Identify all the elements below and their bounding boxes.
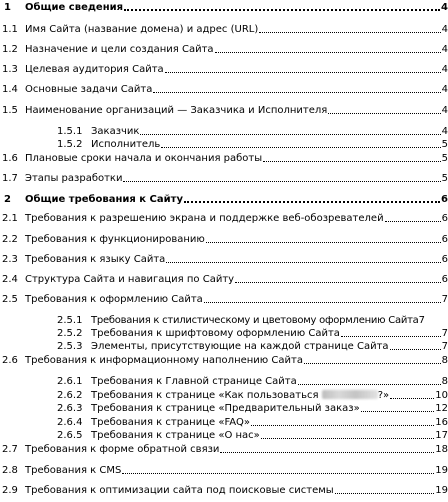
toc-leader	[123, 181, 440, 182]
toc-page: 6	[441, 274, 448, 285]
toc-title: Требования к странице «FAQ»	[91, 417, 250, 428]
toc-leader	[122, 473, 434, 474]
toc-leader	[220, 452, 434, 453]
toc-number: 2.3	[2, 254, 18, 265]
toc-number: 1.5.2	[57, 139, 83, 150]
toc-leader	[263, 161, 440, 162]
toc-leader	[215, 52, 441, 53]
toc-page: 4	[441, 24, 448, 35]
toc-leader	[304, 363, 441, 364]
toc-title: Заказчик	[91, 126, 140, 137]
toc-entry[interactable]	[0, 104, 448, 117]
toc-page: 7	[418, 315, 425, 326]
toc-entry[interactable]	[0, 273, 448, 286]
toc-number: 2.6.5	[57, 430, 83, 441]
toc-page: 4	[441, 105, 448, 116]
toc-number: 2.6.3	[57, 403, 83, 414]
toc-entry[interactable]	[0, 253, 448, 266]
toc-page: 17	[435, 430, 448, 441]
toc-leader	[140, 134, 440, 135]
toc-title: Требования к странице «Предварительный заказ»	[91, 403, 360, 414]
toc-title: Требования к стилистическому и цветовому оформлению Сайта	[91, 315, 419, 326]
toc-entry[interactable]	[0, 402, 448, 415]
toc-number: 2.6.1	[57, 376, 83, 387]
toc-title: Требования к функционированию	[25, 234, 205, 245]
toc-number: 1.5.1	[57, 126, 83, 137]
toc-entry[interactable]	[0, 484, 448, 497]
toc-number: 1.3	[2, 64, 18, 75]
toc-page: 7	[441, 341, 448, 352]
toc-title: Требования к Главной странице Сайта	[91, 376, 297, 387]
toc-number: 2.5.2	[57, 328, 83, 339]
toc-leader	[124, 9, 440, 11]
toc-leader	[165, 72, 441, 73]
toc-page: 12	[435, 403, 448, 414]
toc-entry[interactable]	[0, 212, 448, 225]
toc-page: 5	[441, 173, 448, 184]
toc-leader	[259, 32, 440, 33]
toc-page: 18	[435, 444, 448, 455]
toc-title: Общие требования к Сайту	[25, 194, 183, 205]
toc-entry[interactable]	[0, 172, 448, 185]
toc-entry[interactable]	[0, 314, 448, 327]
toc-entry[interactable]	[0, 340, 448, 353]
toc-page: 7	[441, 294, 448, 305]
toc-title: Требования к странице «О нас»	[91, 430, 260, 441]
toc-leader	[298, 384, 441, 385]
toc-number: 2.6.4	[57, 417, 83, 428]
toc-number: 1.7	[2, 173, 18, 184]
toc-entry[interactable]	[0, 193, 448, 206]
toc-entry[interactable]	[0, 443, 448, 456]
toc-entry[interactable]	[0, 233, 448, 246]
toc-entry[interactable]	[0, 23, 448, 36]
toc-number: 2.5	[2, 294, 18, 305]
toc-entry[interactable]	[0, 293, 448, 306]
toc-leader	[166, 262, 440, 263]
toc-number: 1.4	[2, 84, 18, 95]
toc-entry[interactable]	[0, 389, 448, 402]
toc-entry[interactable]	[0, 152, 448, 165]
toc-page: 7	[441, 328, 448, 339]
toc-title: Структура Сайта и навигация по Сайту	[25, 274, 235, 285]
toc-entry[interactable]	[0, 375, 448, 388]
toc-page: 6	[441, 194, 448, 205]
toc-title: Требования к форме обратной связи	[25, 444, 220, 455]
toc-title: Имя Сайта (название домена) и адрес (URL)	[25, 24, 259, 35]
toc-entry[interactable]	[0, 63, 448, 76]
toc-page: 10	[435, 390, 448, 401]
toc-entry[interactable]	[0, 429, 448, 442]
toc-leader	[235, 282, 441, 283]
toc-number: 2.4	[2, 274, 18, 285]
toc-title: Этапы разработки	[25, 173, 123, 184]
toc-title: Требования к информационному наполнению Сайта	[25, 355, 303, 366]
toc-leader	[161, 147, 440, 148]
toc-number: 2.6.2	[57, 390, 83, 401]
toc-entry[interactable]	[0, 354, 448, 367]
toc-entry[interactable]	[0, 83, 448, 96]
toc-page: 19	[435, 465, 448, 476]
toc-number: 1.1	[2, 24, 18, 35]
toc-title-part: ?»	[377, 390, 390, 401]
toc-number: 2.9	[2, 485, 18, 496]
toc-title	[91, 390, 389, 402]
toc-page: 4	[441, 84, 448, 95]
toc-number: 2	[4, 194, 11, 205]
toc-number: 2.5.3	[57, 341, 83, 352]
toc-leader	[335, 493, 435, 494]
toc-page: 5	[441, 139, 448, 150]
toc-number: 1.5	[2, 105, 18, 116]
toc-leader	[251, 425, 434, 426]
toc-title: Требования к CMS	[25, 465, 122, 476]
toc-leader	[204, 302, 441, 303]
toc-leader	[261, 438, 434, 439]
toc-leader	[153, 92, 440, 93]
toc-title: Назначение и цели создания Сайта	[25, 44, 214, 55]
toc-page: 4	[441, 44, 448, 55]
toc-title: Плановые сроки начала и окончания работы	[25, 153, 263, 164]
toc-leader	[390, 349, 441, 350]
toc-entry[interactable]	[0, 1, 448, 14]
toc-title-part: Требования к странице «Как пользоваться	[91, 390, 319, 401]
toc-title: Требования к оформлению Сайта	[25, 294, 203, 305]
toc-page: 4	[441, 64, 448, 75]
toc-entry[interactable]	[0, 138, 448, 151]
toc-title: Общие сведения	[25, 2, 124, 13]
toc-page: 4	[441, 2, 448, 13]
toc-entry[interactable]	[0, 125, 448, 138]
toc-title: Требования к языку Сайта	[25, 254, 166, 265]
toc-number: 1	[4, 2, 11, 13]
toc-entry[interactable]	[0, 416, 448, 429]
toc-number: 2.8	[2, 465, 18, 476]
toc-page: 5	[441, 153, 448, 164]
toc-page: 6	[441, 254, 448, 265]
toc-leader	[206, 242, 441, 243]
toc-page: 8	[441, 376, 448, 387]
toc-page: 8	[441, 355, 448, 366]
toc-entry[interactable]	[0, 327, 448, 340]
toc-number: 2.2	[2, 234, 18, 245]
toc-leader	[385, 221, 441, 222]
toc-page: 4	[441, 126, 448, 137]
redacted-name	[322, 390, 378, 399]
toc-entry[interactable]	[0, 464, 448, 477]
toc-entry[interactable]	[0, 43, 448, 56]
toc-number: 1.2	[2, 44, 18, 55]
toc-title: Требования к оптимизации сайта под поисковые системы	[25, 485, 334, 496]
toc-title: Исполнитель	[91, 139, 161, 150]
toc-title: Элементы, присутствующие на каждой странице Сайта	[91, 341, 389, 352]
toc-page: 6	[441, 213, 448, 224]
toc-number: 2.7	[2, 444, 18, 455]
toc-title: Требования к шрифтовому оформлению Сайта	[91, 328, 340, 339]
toc-number: 1.6	[2, 153, 18, 164]
toc-title: Наименование организаций — Заказчика и Исполнителя	[25, 105, 328, 116]
toc-title: Требования к разрешению экрана и поддержке веб-обозревателей	[25, 213, 384, 224]
toc-leader	[328, 113, 440, 114]
toc-page: 16	[435, 417, 448, 428]
toc-page: 6	[441, 234, 448, 245]
toc-number: 2.6	[2, 355, 18, 366]
toc-title: Целевая аудитория Сайта	[25, 64, 164, 75]
toc-page: 19	[435, 485, 448, 496]
toc-title: Основные задачи Сайта	[25, 84, 153, 95]
toc-leader	[341, 336, 441, 337]
toc-leader	[361, 411, 435, 412]
toc-number: 2.5.1	[57, 315, 83, 326]
toc-leader	[390, 398, 434, 399]
toc-number: 2.1	[2, 213, 18, 224]
toc-leader	[184, 201, 440, 203]
